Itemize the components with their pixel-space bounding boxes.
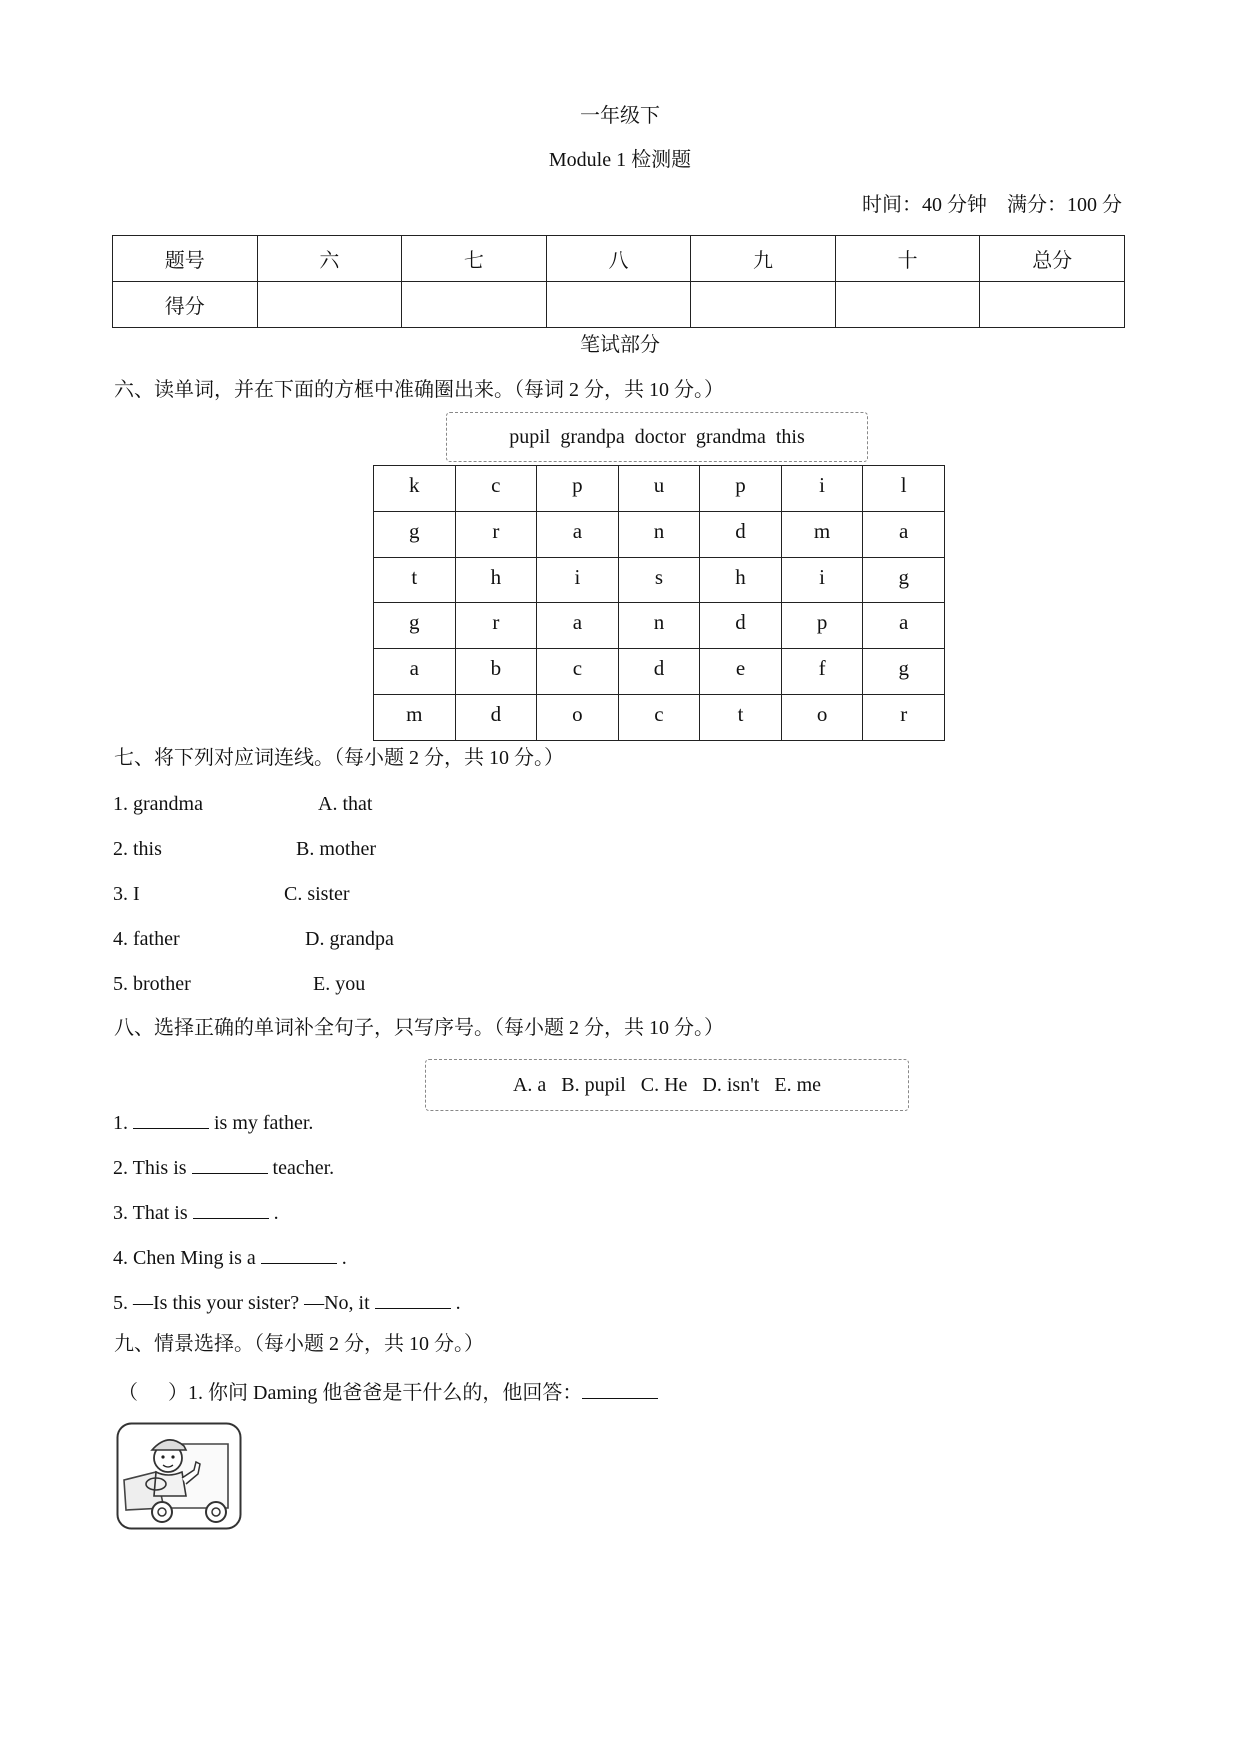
- fill-item: [113, 1155, 334, 1178]
- section6-title: 六、读单词，并在下面的方框中准确圈出来。（每词 2 分，共 10 分。）: [114, 379, 724, 401]
- fill-item: [113, 1200, 279, 1223]
- letter-cell[interactable]: a: [537, 511, 619, 557]
- match-left-item: 5. brother: [113, 973, 191, 995]
- letter-cell[interactable]: p: [537, 466, 619, 512]
- letter-cell[interactable]: g: [863, 649, 945, 695]
- question-row: [118, 1380, 658, 1403]
- fill-item-text: is my father.: [209, 1112, 314, 1134]
- letter-grid-row: [374, 695, 945, 741]
- fill-item-text: .: [268, 1202, 279, 1224]
- letter-cell[interactable]: d: [618, 649, 700, 695]
- time-info: 时间：40 分钟 满分：100 分: [862, 194, 1122, 216]
- match-left-item: 2. this: [113, 838, 162, 860]
- driver-illustration: [116, 1422, 242, 1530]
- question-text: 1. 你问 Daming 他爸爸是干什么的，他回答：: [188, 1382, 583, 1404]
- letter-cell[interactable]: r: [455, 511, 537, 557]
- letter-cell[interactable]: b: [455, 649, 537, 695]
- letter-cell[interactable]: i: [537, 557, 619, 603]
- score-header-cell: 七: [402, 236, 547, 282]
- letter-cell[interactable]: k: [374, 466, 456, 512]
- letter-cell[interactable]: t: [374, 557, 456, 603]
- letter-cell[interactable]: r: [455, 603, 537, 649]
- letter-cell[interactable]: d: [455, 695, 537, 741]
- letter-cell[interactable]: e: [700, 649, 782, 695]
- letter-cell[interactable]: h: [455, 557, 537, 603]
- score-cell[interactable]: [402, 282, 547, 328]
- score-header-cell: 十: [835, 236, 980, 282]
- letter-cell[interactable]: m: [374, 695, 456, 741]
- letter-cell[interactable]: g: [374, 511, 456, 557]
- letter-cell[interactable]: l: [863, 466, 945, 512]
- score-cell[interactable]: [691, 282, 836, 328]
- score-header-cell: 总分: [980, 236, 1125, 282]
- letter-grid-row: [374, 511, 945, 557]
- score-cell[interactable]: [980, 282, 1125, 328]
- letter-cell[interactable]: h: [700, 557, 782, 603]
- match-right-item: E. you: [313, 973, 366, 995]
- match-right-item: D. grandpa: [305, 928, 394, 950]
- score-header-cell: 六: [257, 236, 402, 282]
- letter-cell[interactable]: a: [537, 603, 619, 649]
- letter-grid-row: [374, 603, 945, 649]
- match-left-item: 3. I: [113, 883, 140, 905]
- section9-title: 九、情景选择。（每小题 2 分，共 10 分。）: [114, 1333, 484, 1355]
- score-header-cell: 题号: [113, 236, 258, 282]
- answer-blank[interactable]: [192, 1155, 268, 1174]
- letter-cell[interactable]: i: [781, 557, 863, 603]
- score-table: [112, 235, 1125, 328]
- letter-cell[interactable]: g: [374, 603, 456, 649]
- score-row-label: 得分: [113, 282, 258, 328]
- letter-cell[interactable]: t: [700, 695, 782, 741]
- letter-cell[interactable]: a: [374, 649, 456, 695]
- fill-item: [113, 1245, 347, 1268]
- letter-cell[interactable]: p: [781, 603, 863, 649]
- answer-blank[interactable]: [133, 1110, 209, 1129]
- section8-title: 八、选择正确的单词补全句子，只写序号。（每小题 2 分，共 10 分。）: [114, 1017, 724, 1039]
- letter-cell[interactable]: f: [781, 649, 863, 695]
- letter-cell[interactable]: o: [537, 695, 619, 741]
- written-part-heading: 笔试部分: [580, 334, 660, 356]
- score-cell[interactable]: [257, 282, 402, 328]
- fill-item-text: teacher.: [267, 1157, 335, 1179]
- letter-cell[interactable]: i: [781, 466, 863, 512]
- letter-cell[interactable]: n: [618, 511, 700, 557]
- match-left-item: 1. grandma: [113, 793, 203, 815]
- answer-paren[interactable]: （ ）: [118, 1382, 188, 1404]
- page-title: Module 1 检测题: [548, 149, 692, 171]
- letter-cell[interactable]: c: [618, 695, 700, 741]
- letter-grid: [373, 465, 945, 741]
- letter-cell[interactable]: c: [537, 649, 619, 695]
- answer-blank[interactable]: [582, 1380, 658, 1399]
- score-cell[interactable]: [835, 282, 980, 328]
- answer-blank[interactable]: [261, 1245, 337, 1264]
- letter-grid-row: [374, 466, 945, 512]
- score-table-header-row: [113, 236, 1125, 282]
- match-right-item: C. sister: [284, 883, 350, 905]
- letter-cell[interactable]: g: [863, 557, 945, 603]
- letter-grid-row: [374, 557, 945, 603]
- letter-cell[interactable]: s: [618, 557, 700, 603]
- fill-item-text: 4. Chen Ming is a: [113, 1247, 261, 1269]
- score-cell[interactable]: [546, 282, 691, 328]
- answer-blank[interactable]: [375, 1290, 451, 1309]
- fill-item-text: 2. This is: [113, 1157, 192, 1179]
- letter-cell[interactable]: d: [700, 603, 782, 649]
- fill-item-text: 3. That is: [113, 1202, 193, 1224]
- letter-cell[interactable]: c: [455, 466, 537, 512]
- letter-cell[interactable]: p: [700, 466, 782, 512]
- match-right-item: B. mother: [296, 838, 376, 860]
- fill-item-text: 1.: [113, 1112, 133, 1134]
- score-header-cell: 九: [691, 236, 836, 282]
- letter-cell[interactable]: r: [863, 695, 945, 741]
- fill-item: [113, 1110, 313, 1133]
- letter-cell[interactable]: a: [863, 603, 945, 649]
- grade-heading: 一年级下: [580, 105, 660, 127]
- match-right-item: A. that: [318, 793, 373, 815]
- answer-blank[interactable]: [193, 1200, 269, 1219]
- fill-item: [113, 1290, 461, 1313]
- letter-cell[interactable]: n: [618, 603, 700, 649]
- letter-cell[interactable]: d: [700, 511, 782, 557]
- section7-title: 七、将下列对应词连线。（每小题 2 分，共 10 分。）: [114, 747, 564, 769]
- letter-cell[interactable]: o: [781, 695, 863, 741]
- section8-options-box: A. a B. pupil C. He D. isn't E. me: [425, 1059, 909, 1111]
- letter-cell[interactable]: a: [863, 511, 945, 557]
- match-left-item: 4. father: [113, 928, 180, 950]
- fill-item-text: 5. —Is this your sister? —No, it: [113, 1292, 375, 1314]
- fill-item-text: .: [450, 1292, 461, 1314]
- letter-cell[interactable]: m: [781, 511, 863, 557]
- score-table-score-row: [113, 282, 1125, 328]
- score-header-cell: 八: [546, 236, 691, 282]
- fill-item-text: .: [336, 1247, 347, 1269]
- section6-word-box: pupil grandpa doctor grandma this: [446, 412, 868, 462]
- letter-grid-row: [374, 649, 945, 695]
- letter-cell[interactable]: u: [618, 466, 700, 512]
